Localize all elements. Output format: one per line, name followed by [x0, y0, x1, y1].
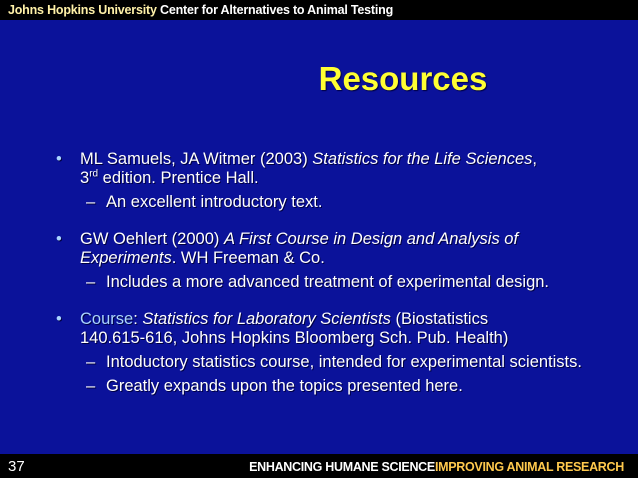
item-publisher: edition. Prentice Hall. [98, 169, 259, 187]
page-number: 37 [8, 458, 25, 475]
footer-tagline [249, 460, 624, 474]
item-edition-suffix: rd [89, 168, 99, 180]
item-title: Statistics for Laboratory Scientists [142, 310, 391, 328]
item-title-line1: A First Course in Design and Analysis of [223, 230, 519, 248]
item-label: Course [80, 310, 134, 328]
resource-item-samuels [56, 150, 616, 188]
header-center: Center for Alternatives to Animal Testing [160, 3, 394, 17]
resource-subitem [56, 353, 616, 372]
slide-title: Resources [318, 60, 488, 97]
resource-subitem [56, 273, 616, 292]
resource-subitem [56, 377, 616, 396]
item-publisher: . WH Freeman & Co. [171, 249, 325, 267]
item-course-details: 140.615-616, Johns Hopkins Bloomberg Sch. Pub. Health) [80, 329, 509, 347]
dash-icon: – [86, 377, 96, 395]
resource-subitem [56, 193, 616, 212]
item-edition-number: 3 [80, 169, 90, 187]
bullet-icon: • [56, 310, 62, 328]
footer-bar [0, 454, 638, 478]
item-authors: ML Samuels, JA Witmer (2003) [80, 150, 313, 168]
bullet-icon: • [56, 150, 62, 168]
subitem-text: Intoductory statistics course, intended for experimental scientists. [106, 353, 582, 371]
tagline-part2: IMPROVING ANIMAL RESEARCH [434, 460, 624, 474]
item-title-line2: Experiments [80, 249, 172, 267]
item-after-title: (Biostatistics [390, 310, 489, 328]
subitem-text: An excellent introductory text. [106, 193, 323, 211]
header-bar [0, 0, 638, 20]
tagline-part1: ENHANCING HUMANE SCIENCE [249, 460, 435, 474]
subitem-text: Includes a more advanced treatment of experimental design. [106, 273, 550, 291]
resource-item-oehlert [56, 230, 616, 268]
item-title: Statistics for the Life Sciences [312, 150, 533, 168]
item-authors: GW Oehlert (2000) [80, 230, 224, 248]
bullet-icon: • [56, 230, 62, 248]
dash-icon: – [86, 273, 96, 291]
resource-item-course [56, 310, 616, 348]
item-after-title: , [532, 150, 537, 168]
item-colon: : [133, 310, 143, 328]
dash-icon: – [86, 353, 96, 371]
header-university: Johns Hopkins University [8, 3, 157, 17]
resource-list [56, 150, 616, 396]
subitem-text: Greatly expands upon the topics presented here. [106, 377, 463, 395]
dash-icon: – [86, 193, 96, 211]
header-text [8, 3, 393, 17]
